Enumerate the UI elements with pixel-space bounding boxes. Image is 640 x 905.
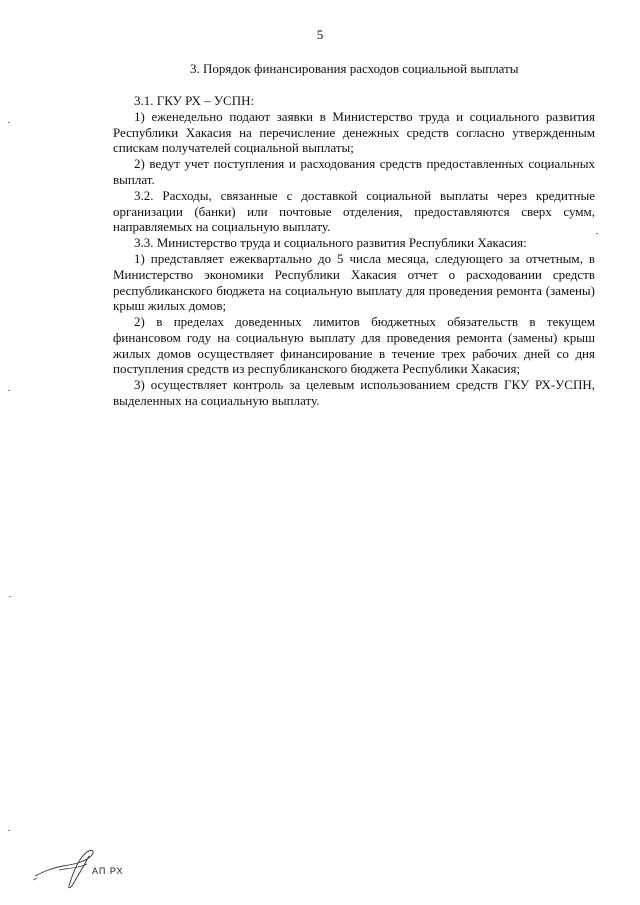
document-body xyxy=(113,93,595,409)
paragraph-3-2: 3.2. Расходы, связанные с доставкой социальной выплаты через кредитные организации (банки) или почтовые отделения, предоставляются сверх сумм, направляемых на социальную выплату. xyxy=(113,188,595,235)
section-title: 3. Порядок финансирования расходов социальной выплаты xyxy=(190,61,519,76)
scan-speck xyxy=(8,122,10,123)
scan-speck xyxy=(596,233,598,234)
paragraph-3-1-item-2: 2) ведут учет поступления и расходования средств предоставленных социальных выплат. xyxy=(113,156,595,187)
paragraph-3-1: 3.1. ГКУ РХ – УСПН: xyxy=(134,93,255,108)
scan-speck xyxy=(8,390,10,391)
paragraph-3-3-item-1: 1) представляет ежеквартально до 5 числа месяца, следующего за отчетным, в Министерство экономики Республики Хакасия отчет о расходовании средств республиканского бюджета на социальную выплату для проведения ремонта (замены) крыш жилых домов; xyxy=(113,251,595,314)
paragraph-3-3-item-3: 3) осуществляет контроль за целевым использованием средств ГКУ РХ-УСПН, выделенных на социальную выплату. xyxy=(113,377,595,408)
scan-speck xyxy=(8,830,10,831)
page-number: 5 xyxy=(316,27,324,42)
paragraph-3-1-item-1: 1) еженедельно подают заявки в Министерство труда и социального развития Республики Хакасия на перечисление денежных средств согласно утвержденным спискам получателей социальной выплаты; xyxy=(113,109,595,156)
paragraph-3-3-item-2: 2) в пределах доведенных лимитов бюджетных обязательств в текущем финансовом году на социальную выплату для проведения ремонта (замены) крыш жилых домов осуществляет финансирование в течение трех рабочих дней со дня поступления средств из республиканского бюджета Республики Хакасия; xyxy=(113,314,595,377)
scan-speck xyxy=(9,596,11,597)
paragraph-3-3: 3.3. Министерство труда и социального развития Республики Хакасия: xyxy=(134,235,527,251)
stamp-label: АП РХ xyxy=(92,866,124,876)
